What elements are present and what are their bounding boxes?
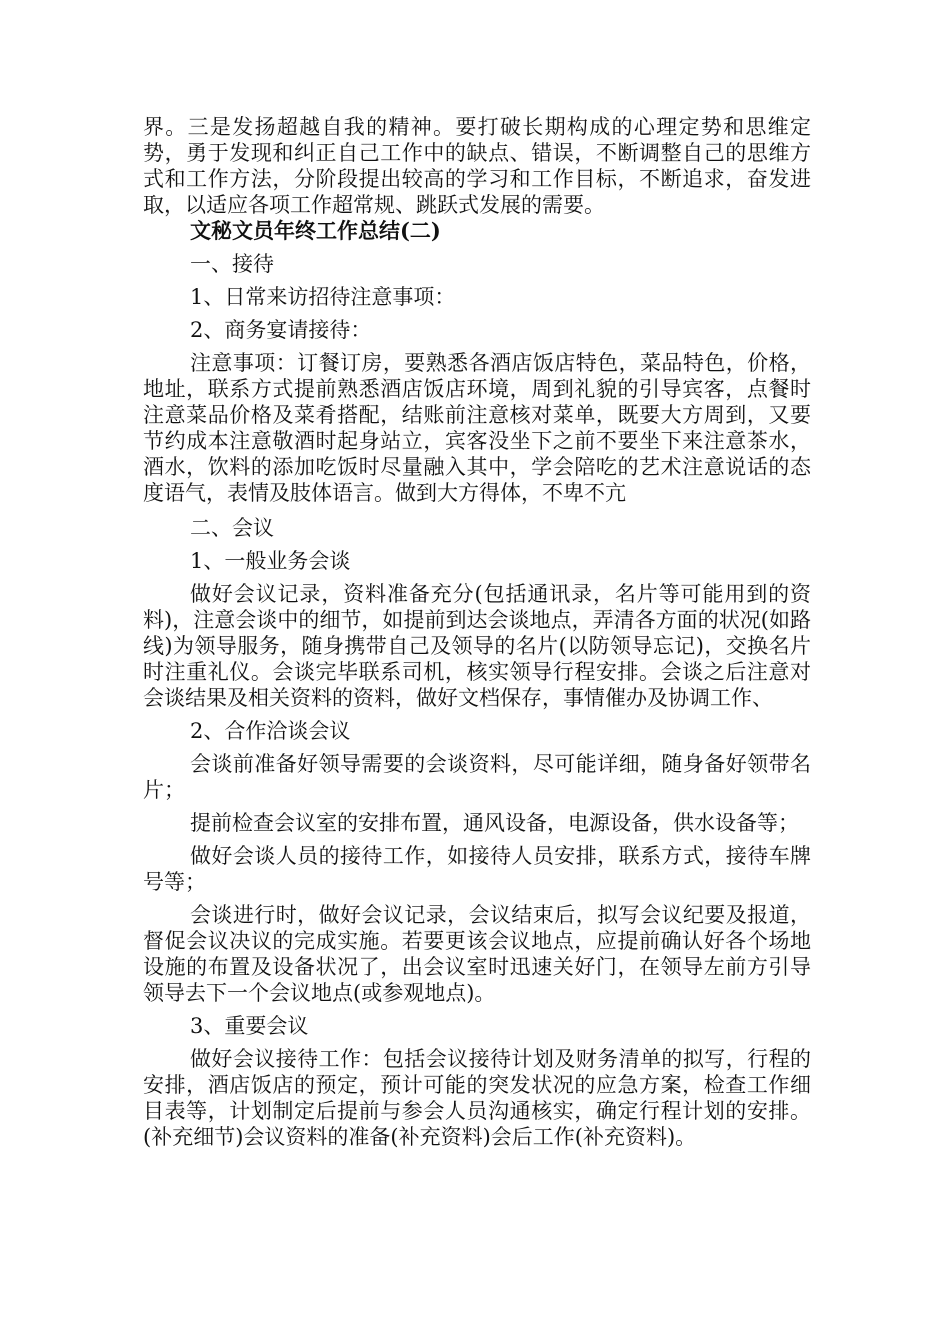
paragraph-prepare-materials: 会谈前准备好领导需要的会谈资料，尽可能详细，随身备好领带名片；: [143, 752, 811, 802]
item-business-banquet: 2、商务宴请接待：: [190, 318, 372, 342]
paragraph-check-room: 提前检查会议室的安排布置，通风设备，电源设备，供水设备等；: [190, 811, 799, 835]
heading-meetings: 二、会议: [190, 516, 274, 540]
section-title: 文秘文员年终工作总结(二): [190, 218, 441, 243]
item-cooperation-talks: 2、合作洽谈会议: [190, 719, 351, 743]
heading-reception: 一、接待: [190, 252, 274, 276]
paragraph-general-talks: 做好会议记录，资料准备充分(包括通讯录，名片等可能用到的资料)，注意会谈中的细节，如提前到达会谈地点，弄清各方面的状况(如路线)为领导服务，随身携带自己及领导的名片(以防领导忘记)，交换名片时注重礼仪。会谈完毕联系司机，核实领导行程安排。会谈之后注意对会谈结果及相关资料的资料，做好文档保存，事情催办及协调工作、: [143, 582, 811, 710]
paragraph-banquet-notes: 注意事项：订餐订房，要熟悉各酒店饭店特色，菜品特色，价格，地址，联系方式提前熟悉酒店饭店环境，周到礼貌的引导宾客，点餐时注意菜品价格及菜肴搭配，结账前注意核对菜单，既要大方周到，又要节约成本注意敬酒时起身站立，宾客没坐下之前不要坐下来注意茶水，酒水，饮料的添加吃饭时尽量融入其中，学会陪吃的艺术注意说话的态度语气，表情及肢体语言。做到大方得体，不卑不亢: [143, 351, 811, 505]
item-daily-visits: 1、日常来访招待注意事项：: [190, 285, 456, 309]
paragraph-important-meetings: 做好会议接待工作：包括会议接待计划及财务清单的拟写，行程的安排，酒店饭店的预定，预计可能的突发状况的应急方案，检查工作细目表等，计划制定后提前与参会人员沟通核实，确定行程计划的安排。(补充细节)会议资料的准备(补充资料)会后工作(补充资料)。: [143, 1047, 811, 1149]
paragraph-continuation: 界。三是发扬超越自我的精神。要打破长期构成的心理定势和思维定势，勇于发现和纠正自己工作中的缺点、错误，不断调整自己的思维方式和工作方法，分阶段提出较高的学习和工作目标，不断追求，奋发进取，以适应各项工作超常规、跳跃式发展的需要。: [143, 115, 811, 217]
paragraph-reception-staff: 做好会谈人员的接待工作，如接待人员安排，联系方式，接待车牌号等；: [143, 844, 811, 894]
paragraph-during-meeting: 会谈进行时，做好会议记录，会议结束后，拟写会议纪要及报道，督促会议决议的完成实施。若要更该会议地点，应提前确认好各个场地设施的布置及设备状况了，出会议室时迅速关好门，在领导左前方引导领导去下一个会议地点(或参观地点)。: [143, 903, 811, 1005]
item-general-talks: 1、一般业务会谈: [190, 549, 351, 573]
document-page: [143, 114, 811, 1150]
item-important-meetings: 3、重要会议: [190, 1014, 309, 1038]
